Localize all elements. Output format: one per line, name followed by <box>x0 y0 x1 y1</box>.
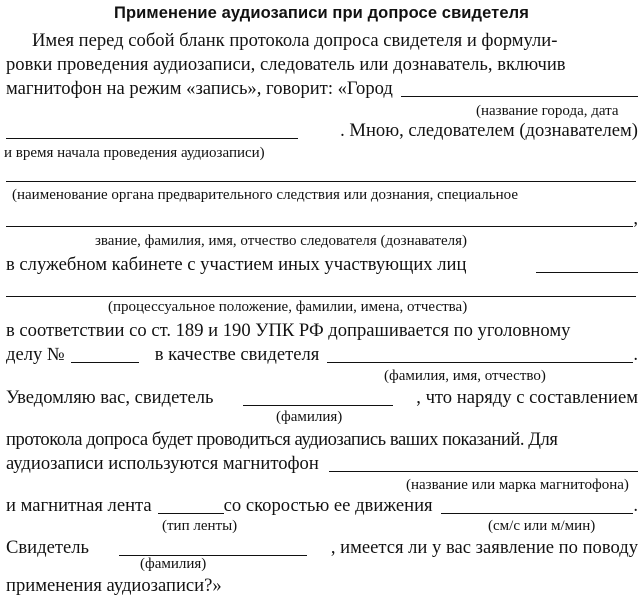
text-line-5 <box>6 208 638 230</box>
text-segment: применения аудиозаписи?» <box>6 575 222 596</box>
text-line-2 <box>6 54 638 76</box>
caption-city-date: (название города, дата <box>476 103 619 119</box>
text-segment: , <box>633 208 638 229</box>
caption-tape-type: (тип ленты) <box>162 518 238 534</box>
text-segment: магнитофон на режим «запись», говорит: «Город <box>6 78 393 99</box>
blank-participants-1 <box>536 271 638 273</box>
caption-participants: (процессуальное положение, фамилии, имена, отчества) <box>108 299 468 315</box>
text-segment: , имеется ли у вас заявление по поводу <box>330 537 638 558</box>
text-line-1 <box>6 30 638 52</box>
text-line-11 <box>6 453 638 475</box>
text-line-9 <box>6 387 638 409</box>
text-line-8 <box>6 344 638 366</box>
text-segment: . <box>633 344 638 365</box>
text-segment: и магнитная лента <box>6 495 152 516</box>
text-segment: в служебном кабинете с участием иных участвующих лиц <box>6 254 467 275</box>
caption-recorder-model: (название или марка магнитофона) <box>406 477 629 493</box>
text-segment: . Мною, следователем (дознавателем) <box>340 120 638 141</box>
blank-recording-time <box>6 137 298 139</box>
text-line-7 <box>6 320 638 342</box>
caption-organ: (наименование органа предварительного следствия или дознания, специальное <box>12 187 518 203</box>
text-line-10 <box>6 429 638 451</box>
caption-witness-surname-2: (фамилия) <box>140 556 207 572</box>
blank-city-date <box>401 95 638 97</box>
blank-organ <box>6 181 636 182</box>
text-line-4 <box>6 120 638 142</box>
caption-recording-time: и время начала проведения аудиозаписи) <box>4 145 265 161</box>
text-segment: протокола допроса будет проводиться аудиозапись ваших показаний. Для <box>6 429 558 450</box>
caption-witness-surname-1: (фамилия) <box>276 409 343 425</box>
text-segment: ровки проведения аудиозаписи, следователь или дознаватель, включив <box>6 54 566 75</box>
document-title: Применение аудиозаписи при допросе свидетеля <box>114 4 529 22</box>
text-line-3 <box>6 78 638 100</box>
text-segment: в соответствии со ст. 189 и 190 УПК РФ допрашивается по уголовному <box>6 320 571 341</box>
blank-witness-surname-1 <box>243 404 393 406</box>
text-line-14 <box>6 575 638 597</box>
blank-tape-speed <box>441 512 634 514</box>
blank-recorder-model <box>329 470 638 472</box>
caption-witness-fullname: (фамилия, имя, отчество) <box>384 368 546 384</box>
blank-participants-2 <box>6 296 636 297</box>
text-segment: аудиозаписи используются магнитофон <box>6 453 319 474</box>
text-segment: . <box>633 495 638 516</box>
blank-tape-type <box>158 512 224 514</box>
text-segment: Имея перед собой бланк протокола допроса свидетеля и формули- <box>32 30 558 51</box>
blank-witness-fullname <box>327 361 633 363</box>
text-line-6 <box>6 254 638 276</box>
text-segment: , что наряду с составлением <box>416 387 638 408</box>
text-line-13 <box>6 537 638 559</box>
text-segment: Уведомляю вас, свидетель <box>6 387 214 408</box>
blank-case-number <box>71 361 139 363</box>
text-segment: Свидетель <box>6 537 89 558</box>
text-segment: со скоростью ее движения <box>223 495 433 516</box>
text-segment: в качестве свидетеля <box>154 344 320 365</box>
text-line-12 <box>6 495 638 517</box>
caption-tape-speed: (см/с или м/мин) <box>488 518 596 534</box>
caption-investigator-name: звание, фамилия, имя, отчество следователя (дознавателя) <box>95 233 468 249</box>
blank-investigator-name <box>6 225 633 227</box>
text-segment: делу № <box>6 344 65 365</box>
